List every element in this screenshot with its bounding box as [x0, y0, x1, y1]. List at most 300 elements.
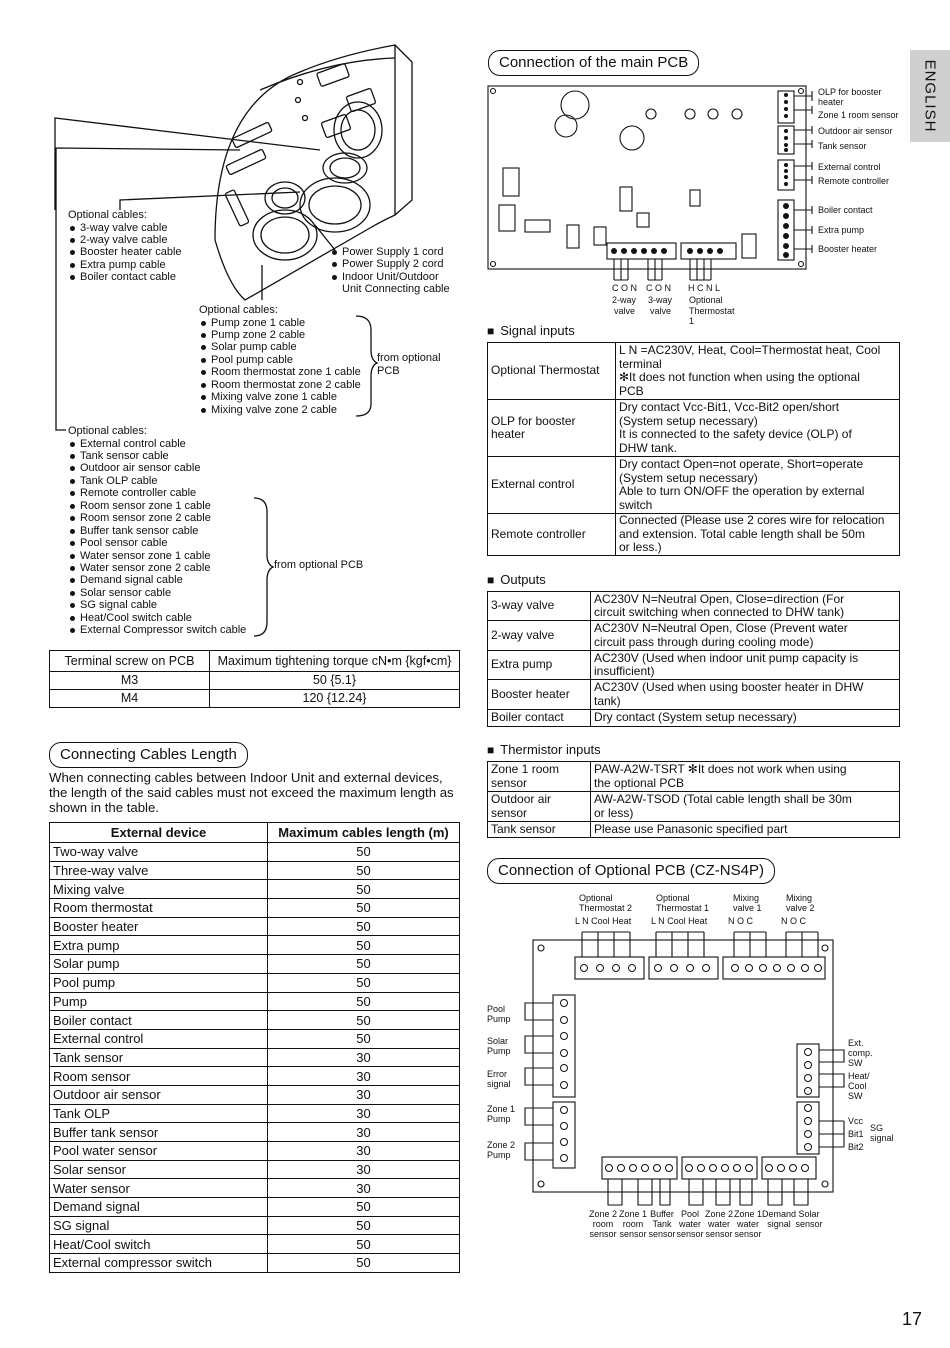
power-cable-item: Indoor Unit/Outdoor	[330, 271, 450, 283]
description-line: L N =AC230V, Heat, Cool=Thermostat heat, Cool	[619, 343, 881, 357]
cable-list-item: SG signal cable	[68, 599, 246, 611]
cables-length-title: Connecting Cables Length	[49, 742, 248, 768]
device-name: Solar sensor	[50, 1160, 268, 1179]
label-line: water	[678, 1219, 701, 1229]
max-length: 50	[268, 1011, 460, 1030]
table-row	[488, 710, 900, 727]
row-name-line: sensor	[491, 805, 528, 820]
row-description	[591, 680, 900, 710]
row-name-line: sensor	[491, 775, 528, 790]
label-line: Heat/	[848, 1071, 870, 1081]
row-description	[616, 514, 900, 556]
row-name	[488, 822, 591, 838]
terminal-screw	[746, 965, 753, 972]
label-line: sensor	[676, 1229, 704, 1239]
right-connector-label	[848, 1142, 864, 1152]
terminal-screw	[815, 965, 822, 972]
main-pcb-title: Connection of the main PCB	[488, 50, 699, 76]
terminal-screw	[697, 248, 703, 254]
cable-list-item: Mixing valve zone 1 cable	[199, 391, 361, 403]
label-line: Solar	[798, 1209, 820, 1219]
label-line: Error	[487, 1069, 507, 1079]
label-line: Pump	[487, 1114, 511, 1124]
table-row	[488, 592, 900, 621]
device-name: SG signal	[50, 1216, 268, 1235]
table-row	[488, 457, 900, 514]
max-length: 50	[268, 1235, 460, 1254]
optional-pcb-leads	[520, 995, 850, 1220]
row-description	[591, 762, 900, 792]
top-connector-label	[728, 893, 762, 926]
cables-length-table: External device Maximum cables length (m) Two-way valve 50 Three-way valve 50 Mixing valve 50 Room thermostat 50 Booster heater 50 Extra pump 50 Solar pump 50 Pool pump 50 Pump 50 Boiler contact 50 External control 50 Tank sensor 30 Room sensor 30 Outdoor air sensor 30 Tank OLP 30 Buffer tank sensor 30 Pool water sensor 30 Solar sensor 30 Water sensor 30 Demand signal 50 SG signal 50 Heat/Cool switch 50 External compressor switch 50	[49, 822, 460, 1273]
description-line: the optional PCB	[594, 775, 685, 790]
max-length: 50	[268, 899, 460, 918]
cables-length-intro: When connecting cables between Indoor Unit and external devices, the length of the said cables must not exceed the maximum length as shown in the table.	[49, 770, 454, 815]
max-length: 30	[268, 1067, 460, 1086]
label-line: signal	[767, 1219, 791, 1229]
terminal-screw	[732, 965, 739, 972]
max-length: 30	[268, 1123, 460, 1142]
table-row	[50, 1235, 460, 1254]
terminal-screw	[784, 129, 788, 133]
cable-list-item: External control cable	[68, 438, 246, 450]
terminal-screw	[784, 100, 788, 104]
table-row	[488, 343, 900, 400]
description-line: PCB	[619, 383, 644, 398]
terminal-screw	[703, 965, 710, 972]
pin-labels: L N Cool Heat	[575, 916, 632, 926]
table-row	[50, 1142, 460, 1161]
label-line: signal	[487, 1079, 511, 1089]
row-name: Optional Thermostat	[488, 343, 616, 400]
table-row	[50, 973, 460, 992]
table-row	[50, 955, 460, 974]
row-description	[591, 710, 900, 727]
max-length: 50	[268, 1216, 460, 1235]
row-name	[488, 762, 591, 792]
connector-name: Mixing	[733, 893, 760, 903]
device-name: Booster heater	[50, 917, 268, 936]
label-line: Pump	[487, 1046, 511, 1056]
bottom-sensor-label	[789, 1209, 829, 1229]
optional-pcb-title: Connection of Optional PCB (CZ-NS4P)	[487, 858, 775, 884]
row-name-line: Outdoor air	[491, 792, 552, 806]
row-name-line: Zone 1 room	[491, 762, 560, 776]
cable-list-item: Pool pump cable	[199, 354, 361, 366]
label-line: SW	[848, 1091, 863, 1101]
device-name: Boiler contact	[50, 1011, 268, 1030]
description-line: It is connected to the safety device (OLP) of	[619, 427, 852, 441]
terminal-screw	[783, 203, 789, 209]
label-line: room	[622, 1219, 644, 1229]
left-connector-label	[487, 1140, 515, 1160]
max-length: 50	[268, 1254, 460, 1273]
signal-inputs-table	[487, 342, 900, 556]
label-line: sensor	[705, 1229, 733, 1239]
max-length: 30	[268, 1104, 460, 1123]
terminal-screw	[783, 213, 789, 219]
power-cable-item: Power Supply 2 cord	[330, 258, 450, 270]
description-line: or less)	[594, 805, 634, 820]
label-line: Zone 1	[733, 1209, 763, 1219]
label-line: Cool	[848, 1081, 867, 1091]
row-description	[616, 400, 900, 457]
label-line: room	[592, 1219, 614, 1229]
max-length: 50	[268, 955, 460, 974]
cable-list-item: 3-way valve cable	[68, 222, 182, 234]
top-connector-label	[651, 893, 710, 926]
device-name: Tank OLP	[50, 1104, 268, 1123]
label-line: Zone 2	[704, 1209, 734, 1219]
signal-inputs-heading: ■ Signal inputs	[487, 323, 575, 338]
row-description	[591, 592, 900, 621]
table-row	[50, 861, 460, 880]
label-line: comp.	[848, 1048, 873, 1058]
connector-name: valve 2	[786, 903, 815, 913]
terminal-screw	[581, 965, 588, 972]
max-length: 50	[268, 1029, 460, 1048]
description-line: AC230V N=Neutral Open, Close (Prevent water	[594, 621, 848, 635]
description-line: AC230V N=Neutral Open, Close=direction (For	[594, 591, 845, 606]
table-row	[50, 1067, 460, 1086]
max-length: 50	[268, 1198, 460, 1217]
terminal-screw	[783, 223, 789, 229]
device-name: Pump	[50, 992, 268, 1011]
description-line: DHW tank.	[619, 440, 678, 455]
table-row	[50, 880, 460, 899]
label-line: Bit2	[848, 1142, 864, 1152]
terminal-screw	[687, 965, 694, 972]
cable-list-item: Mixing valve zone 2 cable	[199, 404, 361, 416]
row-name: Boiler contact	[488, 710, 591, 727]
table-row	[50, 936, 460, 955]
max-length: 30	[268, 1085, 460, 1104]
table-row	[488, 822, 900, 838]
terminal-screw	[784, 148, 788, 152]
cable-list-item: Solar sensor cable	[68, 587, 246, 599]
max-length: 50	[268, 992, 460, 1011]
terminal-screw	[707, 248, 713, 254]
description-line: Dry contact Vcc-Bit1, Vcc-Bit2 open/short	[619, 400, 840, 414]
max-length: 50	[268, 880, 460, 899]
label-line: Bit1	[848, 1129, 864, 1139]
terminal-screw	[717, 248, 723, 254]
description-line: switch	[619, 497, 653, 512]
connector-name: Mixing	[786, 893, 813, 903]
device-name: Tank sensor	[50, 1048, 268, 1067]
table-row	[488, 680, 900, 710]
max-length: 50	[268, 917, 460, 936]
label-line: water	[736, 1219, 759, 1229]
terminal-screw	[784, 114, 788, 118]
device-name: External compressor switch	[50, 1254, 268, 1273]
cable-list-item: Booster heater cable	[68, 246, 182, 258]
cable-list-item: Room thermostat zone 1 cable	[199, 366, 361, 378]
max-length: 50	[268, 973, 460, 992]
table-row	[50, 1198, 460, 1217]
right-connector-label	[848, 1038, 873, 1068]
device-name: Pool water sensor	[50, 1142, 268, 1161]
table-row	[488, 514, 900, 556]
table-row	[488, 792, 900, 822]
max-length: 30	[268, 1179, 460, 1198]
device-name: Pool pump	[50, 973, 268, 992]
page-number: 17	[902, 1309, 923, 1329]
cable-list-item: Solar pump cable	[199, 341, 361, 353]
table-row	[488, 400, 900, 457]
right-connector-label	[848, 1129, 864, 1139]
power-cables-list: Power Supply 1 cord Power Supply 2 cord Indoor Unit/Outdoor Unit Connecting cable	[330, 246, 450, 296]
terminal-screw	[784, 182, 788, 186]
row-description	[616, 343, 900, 400]
terminal-screw	[788, 965, 795, 972]
terminal-screw	[613, 965, 620, 972]
description-line: circuit pass through during cooling mode)	[594, 634, 814, 649]
cable-list-item: Room sensor zone 1 cable	[68, 500, 246, 512]
top-connector-label	[781, 893, 815, 926]
label-line: Pump	[487, 1014, 511, 1024]
connector-name: Optional	[656, 893, 690, 903]
table-row	[50, 1104, 460, 1123]
label-line: Zone 2	[487, 1140, 516, 1150]
row-name: External control	[488, 457, 616, 514]
table-row	[50, 1048, 460, 1067]
row-name-line: Tank sensor	[491, 821, 556, 836]
label-line: sensor	[589, 1229, 617, 1239]
table-row	[50, 899, 460, 918]
group3-source-note: from optional PCB	[274, 559, 364, 571]
description-line: Please use Panasonic specified part	[594, 821, 788, 836]
terminal-screw	[784, 163, 788, 167]
row-description	[591, 792, 900, 822]
right-connector-label	[848, 1071, 870, 1101]
description-line: Able to turn ON/OFF the operation by external	[619, 484, 865, 498]
label-line: Zone 1	[487, 1104, 516, 1114]
right-connector-label	[848, 1116, 863, 1126]
terminal-screw	[661, 248, 667, 254]
label-line: Zone 2	[588, 1209, 618, 1219]
label-line: Pump	[487, 1150, 511, 1160]
row-name: 3-way valve	[488, 592, 591, 621]
description-line: or less.)	[619, 540, 662, 555]
description-line: (System setup necessary)	[619, 470, 758, 485]
label-line: Pool	[680, 1209, 699, 1219]
terminal-screw	[784, 136, 788, 140]
terminal-screw	[651, 248, 657, 254]
group2-source-note: from optional PCB	[377, 352, 441, 377]
description-line: AC230V (Used when using booster heater in DHW	[594, 680, 864, 694]
pin-labels: N O C	[728, 916, 754, 926]
row-description	[591, 621, 900, 651]
max-length: 50	[268, 861, 460, 880]
table-row	[50, 1011, 460, 1030]
terminal-screw	[774, 965, 781, 972]
table-row	[50, 843, 460, 862]
terminal-screw	[784, 93, 788, 97]
label-line: sensor	[734, 1229, 762, 1239]
pin-labels: L N Cool Heat	[651, 916, 708, 926]
description-line: insufficient)	[594, 664, 655, 678]
label-line: Zone 1	[618, 1209, 648, 1219]
device-name: Water sensor	[50, 1179, 268, 1198]
description-line: Dry contact Open=not operate, Short=operate	[619, 457, 864, 471]
description-line: tank)	[594, 693, 621, 708]
terminal-screw	[631, 248, 637, 254]
max-length: 50	[268, 843, 460, 862]
main-pcb-right-labels: OLP for booster heater Zone 1 room sensor Outdoor air sensor Tank sensor External control Remote controller Boiler contact Extra pump Booster heater	[818, 87, 899, 254]
label-line: sensor	[619, 1229, 647, 1239]
left-connector-label	[487, 1036, 511, 1056]
thermistor-inputs-table	[487, 761, 900, 838]
terminal-screw	[629, 965, 636, 972]
cable-list-item: Room sensor zone 2 cable	[68, 512, 246, 524]
device-name: Demand signal	[50, 1198, 268, 1217]
cable-list-item: Pump zone 2 cable	[199, 329, 361, 341]
label-line: water	[707, 1219, 730, 1229]
description-line: ✻It does not function when using the optional	[619, 370, 860, 384]
table-row	[488, 651, 900, 680]
optional-cables-group-1: Optional cables: 3-way valve cable 2-way valve cable Booster heater cable Extra pump cable Boiler contact cable	[68, 209, 182, 284]
description-line: AW-A2W-TSOD (Total cable length shall be 30m	[594, 792, 852, 806]
device-name: Extra pump	[50, 936, 268, 955]
label-line: Vcc	[848, 1116, 864, 1126]
description-line: and extension. Total cable length shall be 50m	[619, 526, 865, 541]
terminal-screw	[760, 965, 767, 972]
device-name: Two-way valve	[50, 843, 268, 862]
description-line: (System setup necessary)	[619, 413, 758, 428]
cable-list-item: Room thermostat zone 2 cable	[199, 379, 361, 391]
max-length: 30	[268, 1048, 460, 1067]
cable-list-item: Demand signal cable	[68, 574, 246, 586]
cable-list-item: Tank sensor cable	[68, 450, 246, 462]
cable-list-item: Tank OLP cable	[68, 475, 246, 487]
label-line: sensor	[648, 1229, 676, 1239]
description-line: terminal	[619, 356, 662, 371]
row-name: Remote controller	[488, 514, 616, 556]
terminal-screw	[802, 965, 809, 972]
table-row	[50, 1254, 460, 1273]
terminal-screw	[784, 143, 788, 147]
row-description	[591, 822, 900, 838]
table-row	[488, 762, 900, 792]
optional-cables-group-3: Optional cables: External control cable Tank sensor cable Outdoor air sensor cable Tank OLP cable Remote controller cable Room sensor zone 1 cable Room sensor zone 2 cable Buffer tank sensor cable Pool sensor cable Water sensor zone 1 cable Water sensor zone 2 cable Demand signal cable Solar sensor cable SG signal cable Heat/Cool switch cable External Compressor switch cable	[68, 425, 247, 637]
terminal-screw	[784, 107, 788, 111]
row-description	[616, 457, 900, 514]
max-length: 30	[268, 1142, 460, 1161]
sg-signal-label: SG signal	[870, 1123, 894, 1143]
label-line: SW	[848, 1058, 863, 1068]
pin-labels: N O C	[781, 916, 807, 926]
terminal-screw	[611, 248, 617, 254]
cable-list-item: Water sensor zone 1 cable	[68, 550, 246, 562]
cable-list-item: Extra pump cable	[68, 259, 182, 271]
language-tab: ENGLISH	[910, 50, 950, 142]
connector-name: Optional	[579, 893, 613, 903]
cable-list-item: 2-way valve cable	[68, 234, 182, 246]
power-cable-item: Power Supply 1 cord	[330, 246, 450, 258]
terminal-screw	[783, 252, 789, 258]
device-name: Room sensor	[50, 1067, 268, 1086]
outputs-table	[487, 591, 900, 727]
table-row	[50, 1216, 460, 1235]
terminal-screw	[783, 233, 789, 239]
top-connector-label	[575, 893, 633, 926]
description-line: circuit switching when connected to DHW tank)	[594, 605, 845, 619]
table-row	[50, 1160, 460, 1179]
description-line: Connected (Please use 2 cores wire for relocation	[619, 513, 885, 528]
left-connector-label	[487, 1004, 511, 1024]
connector-name: valve 1	[733, 903, 762, 913]
table-row	[50, 1085, 460, 1104]
connector-name: Thermostat 1	[656, 903, 710, 913]
optional-cables-group-2: Optional cables: Pump zone 1 cable Pump zone 2 cable Solar pump cable Pool pump cable Room thermostat zone 1 cable Room thermostat zone 2 cable Mixing valve zone 1 cable Mixing valve zone 2 cable	[199, 304, 361, 416]
row-name: 2-way valve	[488, 621, 591, 651]
description-line: AC230V (Used when indoor unit pump capacity is	[594, 650, 859, 665]
device-name: Mixing valve	[50, 880, 268, 899]
description-line: Dry contact (System setup necessary)	[594, 710, 797, 725]
cable-list-item: Pool sensor cable	[68, 537, 246, 549]
description-line: PAW-A2W-TSRT ✻It does not work when using	[594, 762, 847, 776]
cable-list-item: Heat/Cool switch cable	[68, 612, 246, 624]
label-line: Buffer	[650, 1209, 674, 1219]
terminal-screw	[784, 169, 788, 173]
max-length: 50	[268, 936, 460, 955]
terminal-screw	[687, 248, 693, 254]
table-row	[488, 621, 900, 651]
table-row	[50, 917, 460, 936]
row-name: Extra pump	[488, 651, 591, 680]
outputs-heading: ■ Outputs	[487, 572, 546, 587]
torque-table: Terminal screw on PCB Maximum tightening torque cN•m {kgf•cm} M3 50 {5.1} M4 120 {12.24}	[49, 650, 460, 708]
cable-list-item: External Compressor switch cable	[68, 624, 246, 636]
label-line: sensor	[795, 1219, 823, 1229]
terminal-screw	[783, 243, 789, 249]
table-row	[50, 1123, 460, 1142]
cable-list-item: Outdoor air sensor cable	[68, 462, 246, 474]
left-connector-label	[487, 1104, 515, 1124]
table-row	[50, 992, 460, 1011]
table-row	[50, 1029, 460, 1048]
row-name: Booster heater	[488, 680, 591, 710]
device-name: External control	[50, 1029, 268, 1048]
label-line: Ext.	[848, 1038, 864, 1048]
terminal-screw	[655, 965, 662, 972]
cable-list-item: Remote controller cable	[68, 487, 246, 499]
device-name: Buffer tank sensor	[50, 1123, 268, 1142]
max-length: 30	[268, 1160, 460, 1179]
cable-list-item: Boiler contact cable	[68, 271, 182, 283]
terminal-screw	[597, 965, 604, 972]
terminal-screw	[784, 175, 788, 179]
cable-list-item: Pump zone 1 cable	[199, 317, 361, 329]
row-name	[488, 792, 591, 822]
label-line: Tank	[652, 1219, 672, 1229]
cable-list-item: Water sensor zone 2 cable	[68, 562, 246, 574]
device-name: Three-way valve	[50, 861, 268, 880]
table-row	[50, 1179, 460, 1198]
terminal-screw	[621, 248, 627, 254]
device-name: Solar pump	[50, 955, 268, 974]
terminal-screw	[641, 248, 647, 254]
left-connector-label	[487, 1069, 511, 1089]
thermistor-inputs-heading: ■ Thermistor inputs	[487, 742, 601, 757]
device-name: Outdoor air sensor	[50, 1085, 268, 1104]
label-line: Pool	[487, 1004, 506, 1014]
device-name: Room thermostat	[50, 899, 268, 918]
connector-name: Thermostat 2	[579, 903, 633, 913]
cable-list-item: Buffer tank sensor cable	[68, 525, 246, 537]
device-name: Heat/Cool switch	[50, 1235, 268, 1254]
